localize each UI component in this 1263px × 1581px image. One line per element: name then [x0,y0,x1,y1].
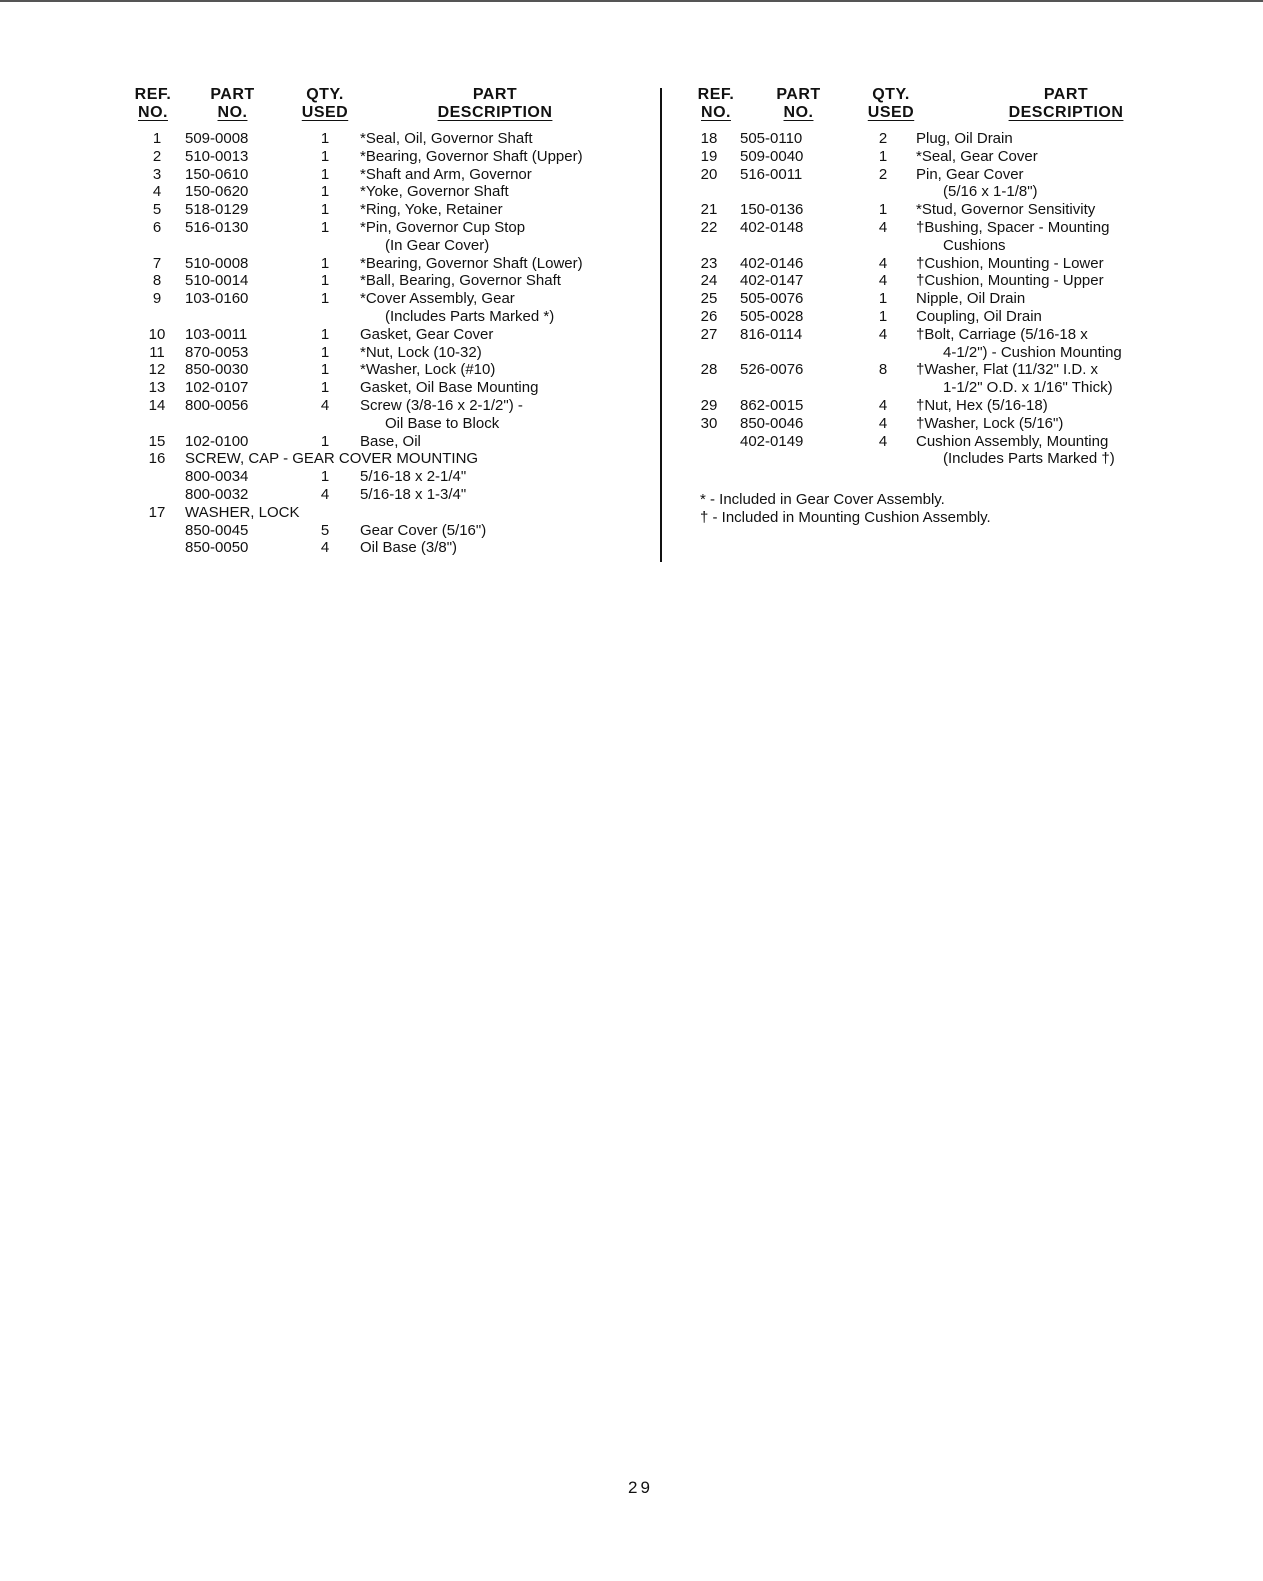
qty-cell: 4 [878,325,888,343]
description-cell: †Bushing, Spacer - Mounting [916,218,1110,236]
qty-cell: 4 [320,396,330,414]
description-cell: *Cover Assembly, Gear [360,290,515,308]
qty-cell: 4 [320,485,330,503]
part-no-cell: 850-0046 [740,414,804,432]
qty-cell: 1 [320,290,330,308]
ref-no-cell: 17 [148,503,166,521]
part-no-cell: 509-0008 [185,130,249,147]
ref-no-cell: 13 [148,379,166,397]
description-cell: Pin, Gear Cover [916,165,1024,183]
description-cell: (In Gear Cover) [385,236,490,254]
description-cell: Oil Base to Block [385,414,500,432]
table-row [120,326,640,344]
ref-no-cell: 27 [700,325,718,343]
description-cell: *Nut, Lock (10-32) [360,343,482,361]
ref-no-cell: 9 [152,290,162,308]
table-row [120,361,640,379]
ref-no-cell: 2 [152,147,162,165]
ref-no-cell: 16 [148,450,166,468]
table-row [120,539,640,557]
ref-no-cell: 24 [700,272,718,290]
header-ref-no: REF. NO. [697,86,735,121]
qty-cell: 1 [878,307,888,325]
description-cell: †Cushion, Mounting - Lower [916,254,1104,272]
part-no-cell: 518-0129 [185,201,249,219]
description-cell: Plug, Oil Drain [916,130,1013,147]
ref-no-cell: 15 [148,432,166,450]
qty-cell: 2 [878,130,888,147]
table-row [120,397,640,415]
table-row [120,308,640,326]
part-no-cell: 510-0008 [185,254,249,272]
table-row [120,166,640,184]
group-heading: WASHER, LOCK [185,503,300,521]
description-cell: Gasket, Gear Cover [360,325,494,343]
part-no-cell: 509-0040 [740,147,804,165]
ref-no-cell: 7 [152,254,162,272]
qty-cell: 1 [320,201,330,219]
table-row [120,379,640,397]
part-no-cell: 150-0620 [185,183,249,201]
table-row [686,379,1176,397]
column-divider [660,88,662,562]
part-no-cell: 402-0148 [740,218,804,236]
part-no-cell: 510-0014 [185,272,249,290]
table-row [686,201,1176,219]
part-no-cell: 103-0011 [185,325,248,343]
table-row [686,272,1176,290]
ref-no-cell: 6 [152,218,162,236]
qty-cell: 4 [878,414,888,432]
page-number: 29 [628,1478,653,1497]
ref-no-cell: 11 [149,343,165,361]
description-cell: (Includes Parts Marked †) [943,450,1115,468]
description-cell: Gear Cover (5/16") [360,521,487,539]
description-cell: *Ball, Bearing, Governor Shaft [360,272,561,290]
part-no-cell: 516-0130 [185,218,249,236]
description-cell: †Nut, Hex (5/16-18) [916,396,1048,414]
table-row [120,237,640,255]
header-part-no: PART NO. [776,86,821,121]
description-cell: Cushions [943,236,1006,254]
part-no-cell: 102-0100 [185,432,249,450]
table-row [120,415,640,433]
parts-table-left [120,86,640,557]
ref-no-cell: 21 [700,201,718,219]
table-row [686,361,1176,379]
table-row [120,255,640,273]
description-cell: *Ring, Yoke, Retainer [360,201,503,219]
description-cell: *Yoke, Governor Shaft [360,183,509,201]
part-no-cell: 850-0050 [185,539,249,557]
qty-cell: 4 [878,432,888,450]
ref-no-cell: 10 [148,325,166,343]
table-row [686,344,1176,362]
ref-no-cell: 28 [700,361,718,379]
part-no-cell: 505-0076 [740,290,804,308]
description-cell: 4-1/2") - Cushion Mounting [943,343,1122,361]
ref-no-cell: 5 [152,201,162,219]
part-no-cell: 870-0053 [185,343,249,361]
qty-cell: 1 [320,325,330,343]
description-cell: †Bolt, Carriage (5/16-18 x [916,325,1088,343]
ref-no-cell: 18 [700,130,718,147]
table-row [120,504,640,522]
qty-cell: 4 [878,218,888,236]
description-cell: (5/16 x 1-1/8") [943,183,1038,201]
ref-no-cell: 26 [700,307,718,325]
table-header [120,86,640,130]
table-row [686,237,1176,255]
table-row [686,290,1176,308]
ref-no-cell: 19 [700,147,718,165]
part-no-cell: 510-0013 [185,147,249,165]
table-row [120,344,640,362]
ref-no-cell: 8 [152,272,162,290]
qty-cell: 4 [878,254,888,272]
part-no-cell: 800-0034 [185,468,249,486]
table-row [120,201,640,219]
table-row [120,468,640,486]
qty-cell: 1 [320,272,330,290]
qty-cell: 1 [320,379,330,397]
part-no-cell: 850-0045 [185,521,249,539]
ref-no-cell: 29 [700,396,718,414]
table-row [120,486,640,504]
header-ref-no: REF. NO. [134,86,172,121]
table-row [686,148,1176,166]
qty-cell: 1 [320,343,330,361]
description-cell: *Bearing, Governor Shaft (Lower) [360,254,583,272]
qty-cell: 8 [878,361,888,379]
ref-no-cell: 25 [700,290,718,308]
part-no-cell: 800-0032 [185,485,249,503]
qty-cell: 1 [320,468,330,486]
table-row [120,183,640,201]
qty-cell: 4 [878,272,888,290]
qty-cell: 5 [320,521,330,539]
part-no-cell: 150-0136 [740,201,804,219]
part-no-cell: 102-0107 [185,379,249,397]
description-cell: Gasket, Oil Base Mounting [360,379,539,397]
table-row [686,308,1176,326]
part-no-cell: 862-0015 [740,396,804,414]
ref-no-cell: 23 [700,254,718,272]
description-cell: (Includes Parts Marked *) [385,307,555,325]
description-cell: Oil Base (3/8") [360,539,458,557]
description-cell: †Cushion, Mounting - Upper [916,272,1104,290]
qty-cell: 1 [320,165,330,183]
qty-cell: 1 [878,290,888,308]
table-row [120,148,640,166]
table-row [686,326,1176,344]
qty-cell: 4 [320,539,330,557]
part-no-cell: 526-0076 [740,361,804,379]
qty-cell: 1 [320,218,330,236]
ref-no-cell: 12 [148,361,166,379]
qty-cell: 1 [878,147,888,165]
description-cell: †Washer, Flat (11/32" I.D. x [916,361,1099,379]
header-qty-used: QTY. USED [301,86,349,121]
part-no-cell: 816-0114 [740,325,803,343]
header-part-description: PART DESCRIPTION [1008,86,1124,121]
description-cell: Nipple, Oil Drain [916,290,1026,308]
table-row [120,433,640,451]
table-row [686,166,1176,184]
ref-no-cell: 4 [152,183,162,201]
description-cell: 5/16-18 x 1-3/4" [360,485,467,503]
footnotes [700,491,991,527]
ref-no-cell: 14 [148,396,166,414]
description-cell: 5/16-18 x 2-1/4" [360,468,467,486]
qty-cell: 1 [320,147,330,165]
table-header [686,86,1176,130]
qty-cell: 1 [320,432,330,450]
table-row [686,415,1176,433]
table-row [120,130,640,148]
part-no-cell: 103-0160 [185,290,249,308]
description-cell: *Shaft and Arm, Governor [360,165,532,183]
description-cell: *Washer, Lock (#10) [360,361,496,379]
parts-rows-right [686,130,1176,468]
table-row [686,130,1176,148]
ref-no-cell: 22 [700,218,718,236]
top-rule [0,0,1263,2]
ref-no-cell: 1 [152,130,162,147]
part-no-cell: 402-0147 [740,272,804,290]
part-no-cell: 402-0146 [740,254,804,272]
part-no-cell: 505-0110 [740,130,803,147]
footnote-star: * - Included in Gear Cover Assembly. [700,491,945,508]
qty-cell: 1 [320,361,330,379]
description-cell: *Seal, Gear Cover [916,147,1038,165]
description-cell: 1-1/2" O.D. x 1/16" Thick) [943,379,1113,397]
ref-no-cell: 20 [700,165,718,183]
header-part-no: PART NO. [210,86,255,121]
header-qty-used: QTY. USED [867,86,915,121]
table-row [686,433,1176,451]
table-row [120,219,640,237]
ref-no-cell: 30 [700,414,718,432]
table-row [686,219,1176,237]
table-row [120,450,640,468]
qty-cell: 2 [878,165,888,183]
table-row [120,522,640,540]
table-row [686,397,1176,415]
qty-cell: 1 [320,130,330,147]
part-no-cell: 150-0610 [185,165,249,183]
description-cell: Screw (3/8-16 x 2-1/2") - [360,396,523,414]
description-cell: *Pin, Governor Cup Stop [360,218,526,236]
qty-cell: 1 [878,201,888,219]
description-cell: *Seal, Oil, Governor Shaft [360,130,533,147]
table-row [686,450,1176,468]
group-heading: SCREW, CAP - GEAR COVER MOUNTING [185,450,479,468]
description-cell: Coupling, Oil Drain [916,307,1042,325]
part-no-cell: 402-0149 [740,432,804,450]
part-no-cell: 850-0030 [185,361,249,379]
description-cell: Cushion Assembly, Mounting [916,432,1109,450]
description-cell: *Stud, Governor Sensitivity [916,201,1096,219]
parts-rows-left [120,130,640,557]
parts-table-right [686,86,1176,468]
table-row [120,272,640,290]
qty-cell: 1 [320,183,330,201]
table-row [686,255,1176,273]
header-part-description: PART DESCRIPTION [437,86,553,121]
table-row [120,290,640,308]
part-no-cell: 516-0011 [740,165,803,183]
footnote-dagger: † - Included in Mounting Cushion Assembly. [700,509,991,526]
description-cell: *Bearing, Governor Shaft (Upper) [360,147,583,165]
description-cell: Base, Oil [360,432,421,450]
description-cell: †Washer, Lock (5/16") [916,414,1064,432]
qty-cell: 4 [878,396,888,414]
ref-no-cell: 3 [152,165,162,183]
qty-cell: 1 [320,254,330,272]
part-no-cell: 800-0056 [185,396,249,414]
part-no-cell: 505-0028 [740,307,804,325]
table-row [686,183,1176,201]
